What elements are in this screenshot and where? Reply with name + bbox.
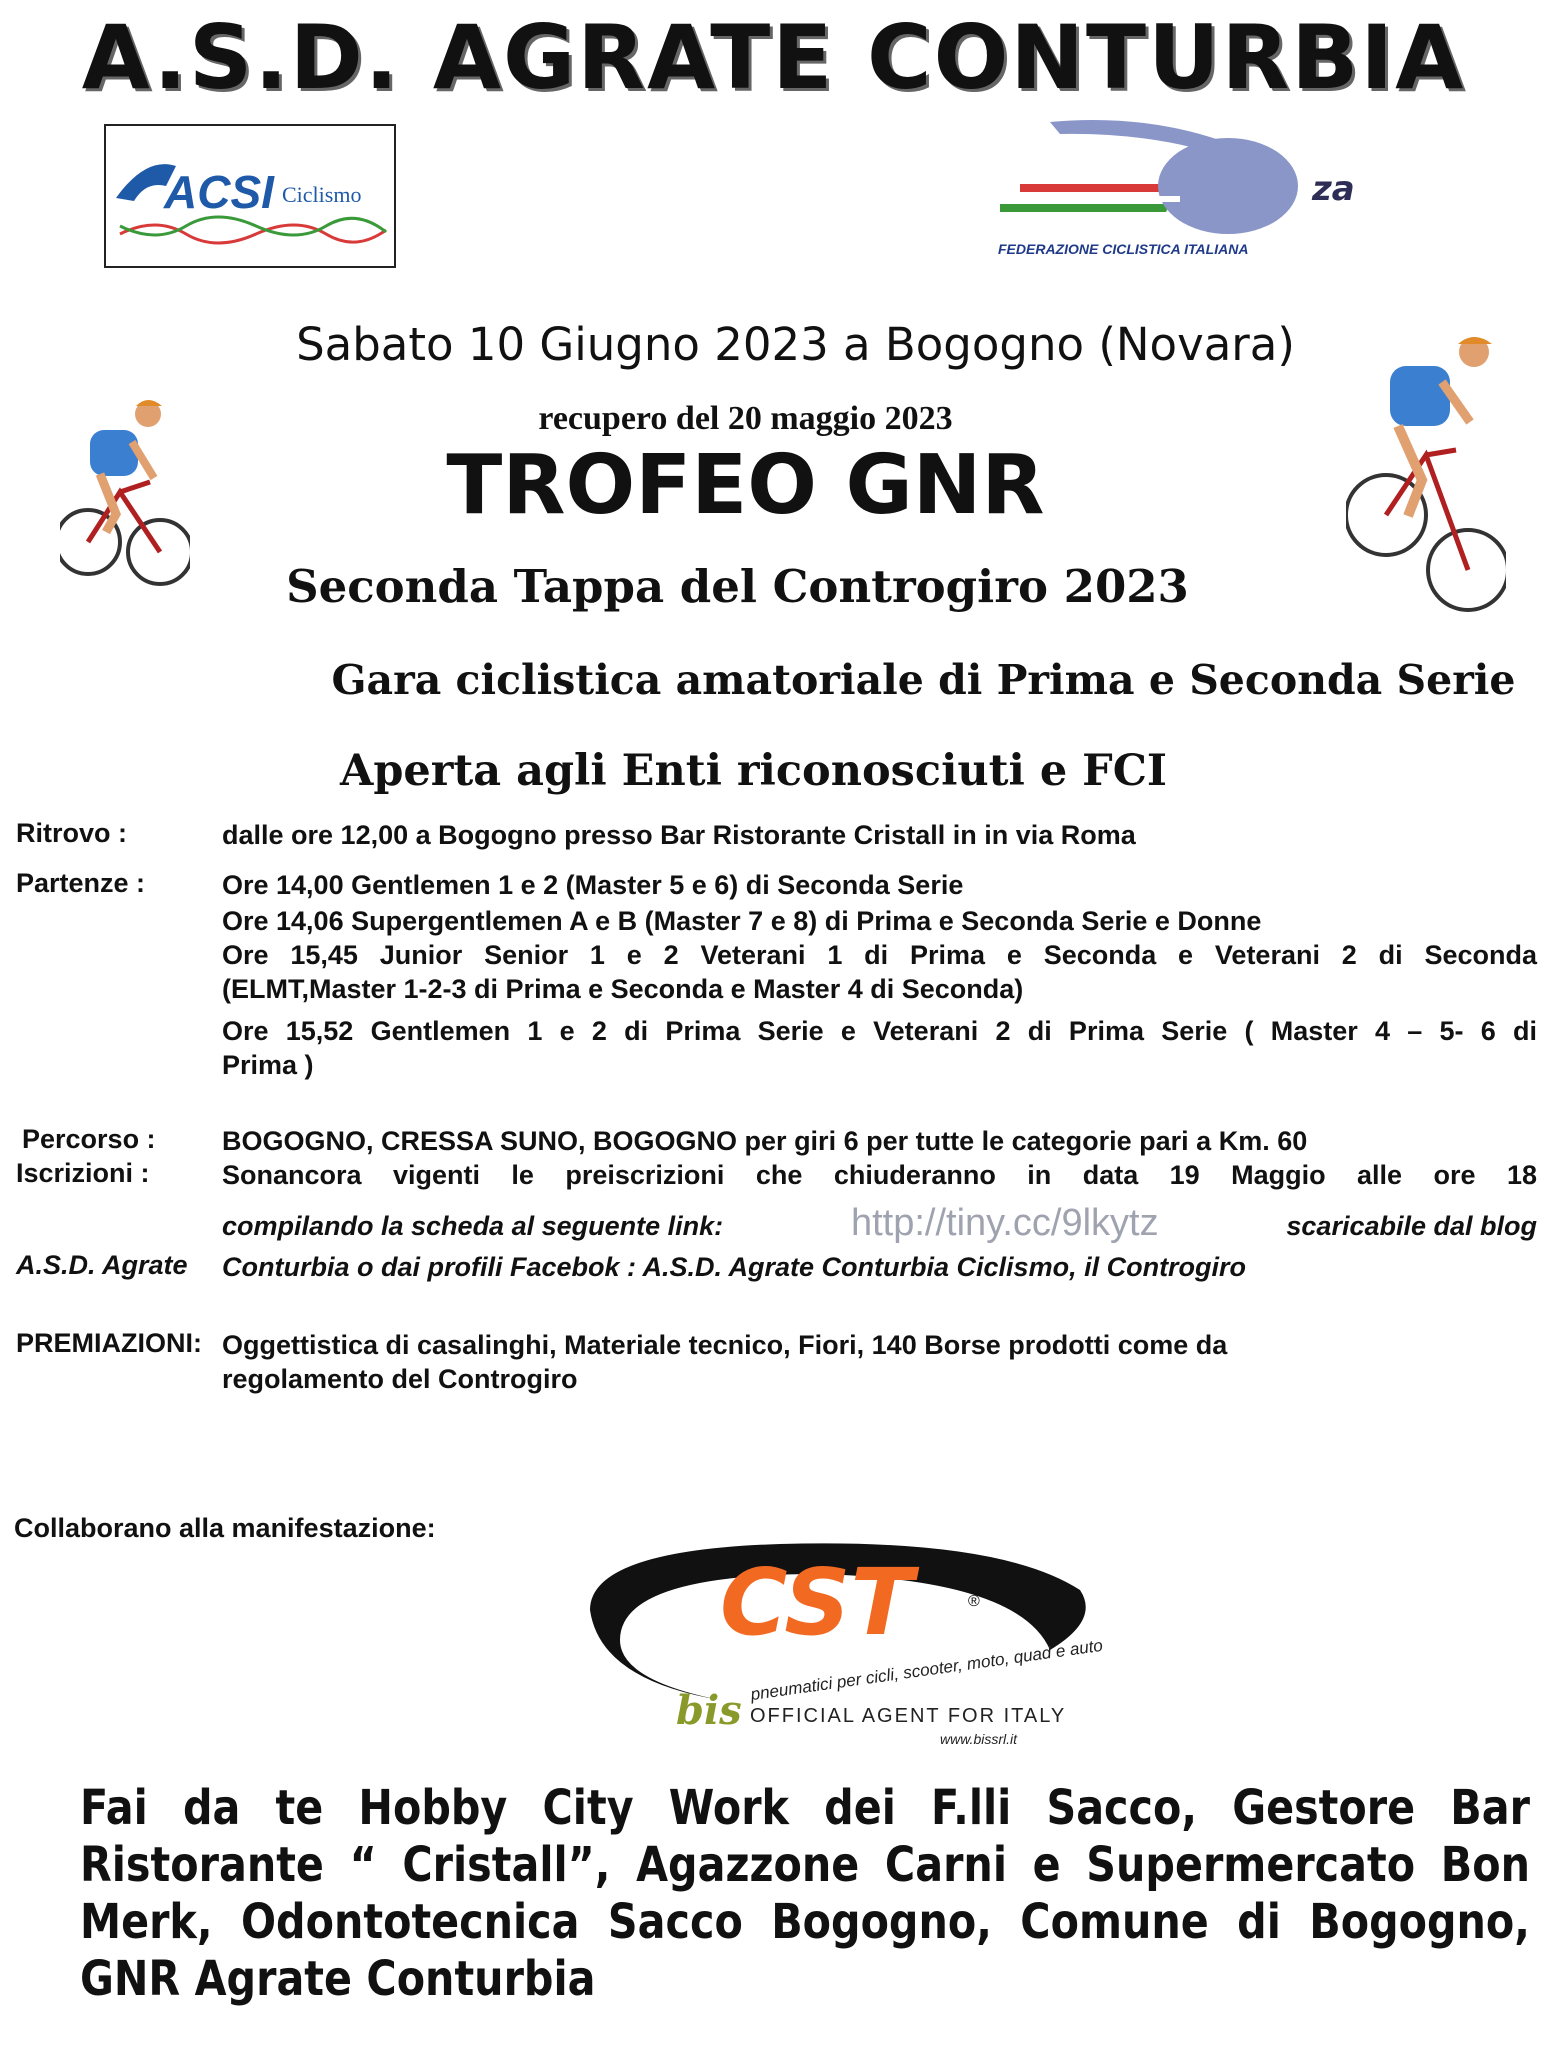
iscrizioni-line1: Sonancora vigenti le preiscrizioni che chiuderanno in data 19 Maggio alle ore 18 [222,1160,1537,1190]
partenze-line: Ore 14,00 Gentlemen 1 e 2 (Master 5 e 6) di Seconda Serie [222,870,964,900]
bis-website: www.bissrl.it [940,1731,1018,1747]
partenze-line: Ore 15,52 Gentlemen 1 e 2 di Prima Serie e Veterani 2 di Prima Serie ( Master 4 – 5- 6 di [222,1016,1537,1046]
partenze-line: Prima ) [222,1050,314,1080]
cst-logo [580,1530,1120,1770]
acsi-label: Ciclismo [282,182,362,207]
bis-brand: bis [676,1687,742,1734]
club-title: A.S.D. AGRATE CONTURBIA [81,6,1466,109]
acsi-logo [104,124,396,268]
recovery-note: recupero del 20 maggio 2023 [538,400,953,437]
acsi-wordmark: ACSI [164,166,274,218]
premiazioni-line2: regolamento del Controgiro [222,1364,578,1394]
open-to: Aperta agli Enti riconosciuti e FCI [339,746,1168,796]
partenze-line: Ore 14,06 Supergentlemen A e B (Master 7 e 8) di Prima e Seconda Serie e Donne [222,906,1262,936]
iscrizioni-line2 [222,1202,1537,1244]
cst-registered: ® [968,1593,980,1610]
fci-caption: FEDERAZIONE CICLISTICA ITALIANA [998,241,1249,257]
fci-partial-text: za [1312,169,1355,209]
registration-link[interactable]: http://tiny.cc/9lkytz [850,1202,1159,1244]
iscrizioni-line2-post: scaricabile dal blog [1286,1211,1537,1241]
ritrovo-text: dalle ore 12,00 a Bogogno presso Bar Ristorante Cristall in in via Roma [222,820,1136,850]
iscrizioni-line2-pre: compilando la scheda al seguente link: [222,1211,724,1241]
cst-tagline: pneumatici per cicli, scooter, moto, quad e auto [749,1635,1104,1705]
fci-logo [990,112,1370,262]
collaborators-label: Collaborano alla manifestazione: [14,1513,436,1543]
iscrizioni-label: Iscrizioni : [16,1158,150,1188]
bis-agent-text: OFFICIAL AGENT FOR ITALY [750,1705,1067,1727]
premiazioni-line1: Oggettistica di casalinghi, Materiale tecnico, Fiori, 140 Borse prodotti come da [222,1330,1228,1360]
sponsors-list [80,1780,1530,2008]
trophy-title: TROFEO GNR [446,438,1045,533]
iscrizioni-line3-label: A.S.D. Agrate [16,1250,188,1280]
ritrovo-label: Ritrovo : [16,818,127,848]
partenze-label: Partenze : [16,868,146,898]
race-type: Gara ciclistica amatoriale di Prima e Seconda Serie [331,656,1516,704]
partenze-line: Ore 15,45 Junior Senior 1 e 2 Veterani 1 di Prima e Seconda e Veterani 2 di Seconda [222,940,1537,970]
sponsors-text: Fai da te Hobby City Work dei F.lli Sacco, Gestore Bar Ristorante “ Cristall”, Agazzone Carni e Supermercato Bon Merk, Odontotecnica Sacco Bogogno, Comune di Bogogno, GNR Agrate Conturbia [80,1780,1530,2007]
cst-brand: CST [720,1549,914,1656]
iscrizioni-line3: Conturbia o dai profili Facebok : A.S.D. Agrate Conturbia Ciclismo, il Controgiro [222,1252,1247,1282]
premiazioni-label: PREMIAZIONI: [16,1328,202,1358]
percorso-text: BOGOGNO, CRESSA SUNO, BOGOGNO per giri 6 per tutte le categorie pari a Km. 60 [222,1126,1308,1156]
stage-title: Seconda Tappa del Controgiro 2023 [286,560,1189,613]
event-date-place: Sabato 10 Giugno 2023 a Bogogno (Novara) [296,318,1295,371]
partenze-line: (ELMT,Master 1-2-3 di Prima e Seconda e Master 4 di Seconda) [222,974,1024,1004]
percorso-label: Percorso : [22,1124,156,1154]
